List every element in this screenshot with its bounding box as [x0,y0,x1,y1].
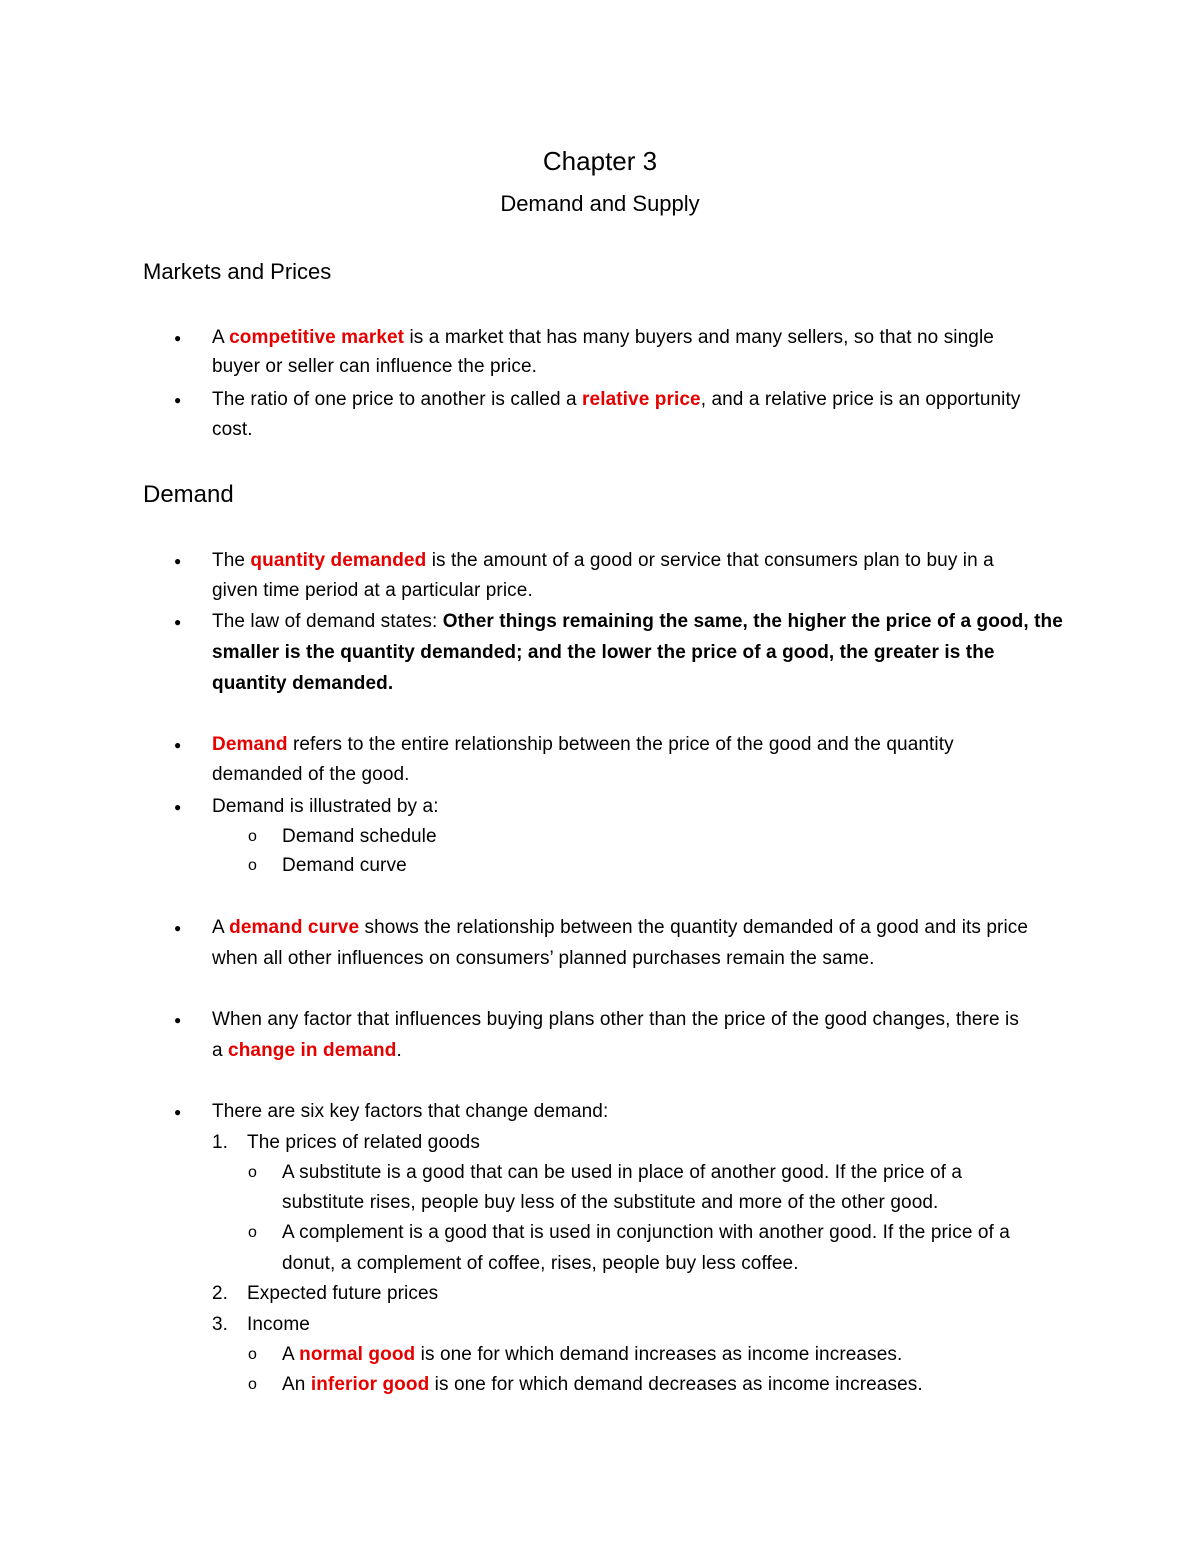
text-run: refers to the entire relationship between the price of the good and the quantity [287,734,954,755]
sub-item: substitute rises, people buy less of the substitute and more of the other good. [282,1192,939,1213]
law-of-demand-text: Other things remaining the same, the higher the price of a good, the [442,611,1063,632]
term-change-in-demand: change in demand [228,1040,397,1061]
sub-item: Demand curve [282,855,407,876]
sub-bullet-marker: o [248,1164,257,1181]
term-quantity-demanded: quantity demanded [250,550,427,571]
text-run: The law of demand states: [212,611,443,632]
list-number: 1. [212,1132,228,1153]
paragraph-line: quantity demanded. [212,673,394,694]
text-run: , and a relative price is an opportunity [700,389,1021,410]
paragraph-line [212,389,1020,411]
sub-bullet-marker: o [248,1224,257,1241]
paragraph-line: There are six key factors that change demand: [212,1101,609,1122]
text-run: The ratio of one price to another is called a [212,389,583,410]
term-demand-curve: demand curve [229,917,360,938]
bullet-marker: ● [174,331,182,345]
paragraph-line: when all other influences on consumers’ planned purchases remain the same. [212,948,875,969]
sub-bullet-marker: o [248,857,257,874]
sub-bullet-marker: o [248,1376,257,1393]
term-relative-price: relative price [582,389,701,410]
numbered-item: The prices of related goods [247,1132,480,1153]
paragraph-line: When any factor that influences buying plans other than the price of the good changes, there is [212,1009,1019,1030]
bullet-marker: ● [174,1013,182,1027]
paragraph-line: Demand is illustrated by a: [212,796,439,817]
bullet-marker: ● [174,554,182,568]
paragraph-line [212,734,954,756]
text-run: A [282,1344,300,1365]
text-run: is one for which demand increases as income increases. [415,1344,903,1365]
text-run: A [212,327,230,348]
text-run: The [212,550,251,571]
paragraph-line [212,611,1063,633]
paragraph-line: given time period at a particular price. [212,580,533,601]
numbered-item: Expected future prices [247,1283,439,1304]
section-heading-demand: Demand [143,481,234,508]
paragraph-line [212,917,1028,939]
text-run: is a market that has many buyers and many sellers, so that no single [404,327,994,348]
text-run: . [396,1040,402,1061]
sub-item: Demand schedule [282,826,437,847]
list-number: 3. [212,1314,228,1335]
paragraph-line: demanded of the good. [212,764,410,785]
bullet-marker: ● [174,738,182,752]
paragraph-line [212,327,994,349]
text-run: A [212,917,230,938]
bullet-marker: ● [174,393,182,407]
sub-bullet-marker: o [248,1346,257,1363]
paragraph-line: cost. [212,419,253,440]
section-heading-markets: Markets and Prices [143,259,332,284]
text-run: shows the relationship between the quantity demanded of a good and its price [359,917,1029,938]
sub-item: donut, a complement of coffee, rises, people buy less coffee. [282,1253,799,1274]
sub-item [282,1374,923,1396]
bullet-marker: ● [174,800,182,814]
term-competitive-market: competitive market [229,327,405,348]
paragraph-line: smaller is the quantity demanded; and the lower the price of a good, the greater is the [212,642,995,663]
numbered-item: Income [247,1314,310,1335]
chapter-subtitle: Demand and Supply [500,191,700,216]
paragraph-line: buyer or seller can influence the price. [212,356,538,377]
sub-bullet-marker: o [248,828,257,845]
paragraph-line [212,1040,402,1062]
text-run: is the amount of a good or service that consumers plan to buy in a [426,550,994,571]
text-run: is one for which demand decreases as income increases. [429,1374,923,1395]
sub-item [282,1344,902,1366]
sub-item: A substitute is a good that can be used in place of another good. If the price of a [282,1162,963,1183]
list-number: 2. [212,1283,228,1304]
bullet-marker: ● [174,615,182,629]
paragraph-line [212,550,994,572]
bullet-marker: ● [174,921,182,935]
term-demand: Demand [212,734,288,755]
bullet-marker: ● [174,1105,182,1119]
chapter-title: Chapter 3 [542,146,658,176]
term-inferior-good: inferior good [310,1374,430,1395]
term-normal-good: normal good [299,1344,416,1365]
text-run: a [212,1040,229,1061]
text-run: An [282,1374,311,1395]
sub-item: A complement is a good that is used in conjunction with another good. If the price of a [282,1222,1010,1243]
